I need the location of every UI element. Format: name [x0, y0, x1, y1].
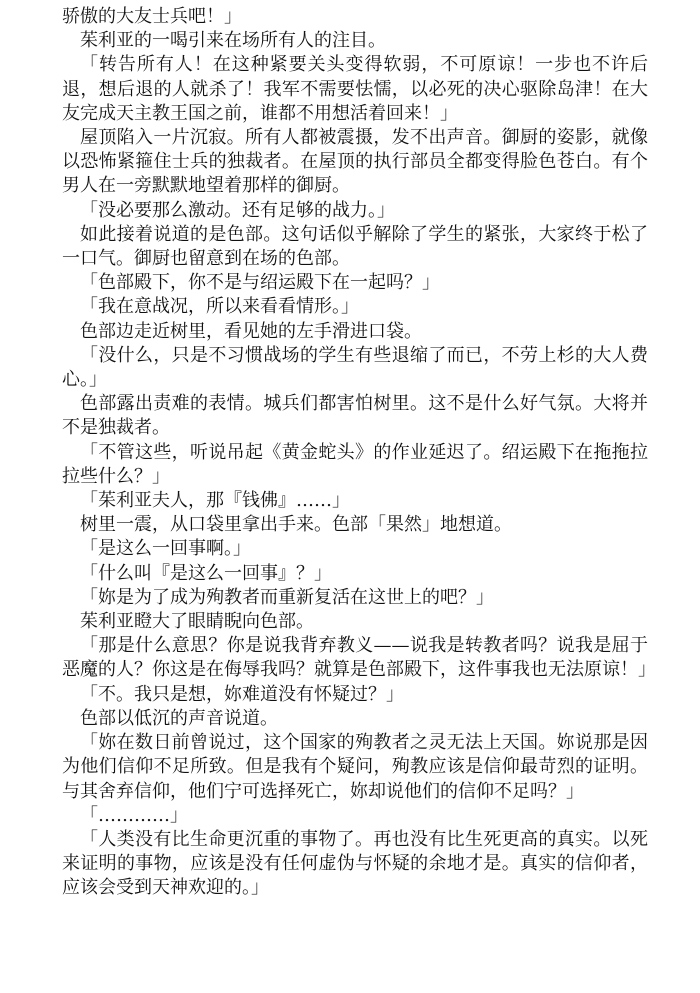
- paragraph: 「人类没有比生命更沉重的事物了。再也没有比生死更高的真实。以死来证明的事物，应该是没有任何虚伪与怀疑的余地才是。真实的信仰者，应该会受到天神欢迎的。」: [62, 828, 648, 899]
- paragraph: 「没必要那么激动。还有足够的战力。」: [80, 199, 395, 221]
- paragraph: 「茱利亚夫人，那『钱佛』……」: [80, 490, 350, 512]
- paragraph: 「妳是为了成为殉教者而重新复活在这世上的吧？」: [80, 586, 494, 608]
- paragraph: 「是这么一回事啊。」: [80, 538, 251, 560]
- paragraph: 色部露出责难的表情。城兵们都害怕树里。这不是什么好气氛。大将并不是独裁者。: [62, 393, 648, 439]
- paragraph: 如此接着说道的是色部。这句话似乎解除了学生的紧张，大家终于松了一口气。御厨也留意到在场的色部。: [62, 223, 648, 270]
- paragraph: 色部边走近树里，看见她的左手滑进口袋。: [80, 320, 422, 342]
- paragraph: 「转告所有人！在这种紧要关头变得软弱，不可原谅！一步也不许后退，想后退的人就杀了！我军不需要怯懦，以必死的决心驱除岛津！在大友完成天主教王国之前，谁都不用想活着回来！」: [62, 54, 648, 124]
- paragraph: 「色部殿下，你不是与绍运殿下在一起吗？」: [80, 272, 440, 294]
- paragraph: 「不。我只是想，妳难道没有怀疑过？」: [80, 683, 404, 705]
- paragraph: 「不管这些，听说吊起《黄金蛇头》的作业延迟了。绍运殿下在拖拖拉拉些什么？」: [62, 441, 648, 487]
- paragraph: 色部以低沉的声音说道。: [80, 707, 278, 729]
- paragraph: 「那是什么意思？你是说我背弃教义——说我是转教者吗？说我是屈于恶魔的人？你这是在侮辱我吗？就算是色部殿下，这件事我也无法原谅！」: [62, 635, 656, 681]
- paragraph: 「什么叫『是这么一回事』？」: [80, 562, 332, 584]
- paragraph: 「我在意战况，所以来看看情形。」: [80, 296, 359, 318]
- paragraph: 茱利亚的一喝引来在场所有人的注目。: [80, 30, 386, 52]
- paragraph: 「没什么，只是不习惯战场的学生有些退缩了而已，不劳上杉的大人费心。」: [62, 344, 648, 391]
- paragraph: 茱利亚瞪大了眼睛睨向色部。: [80, 611, 314, 633]
- paragraph: 骄傲的大友士兵吧！」: [62, 6, 242, 27]
- paragraph: 树里一震，从口袋里拿出手来。色部「果然」地想道。: [80, 514, 512, 536]
- paragraph: 「妳在数日前曾说过，这个国家的殉教者之灵无法上天国。妳说那是因为他们信仰不足所致。但是我有个疑问，殉教应该是信仰最苛烈的证明。与其舍弃信仰，他们宁可选择死亡，妳却说他们的信仰不足吗？」: [62, 732, 648, 802]
- paragraph: 「…………」: [80, 804, 188, 826]
- paragraph: 屋顶陷入一片沉寂。所有人都被震摄，发不出声音。御厨的姿影，就像以恐怖紧箍住士兵的独裁者。在屋顶的执行部员全都变得脸色苍白。有个男人在一旁默默地望着那样的御厨。: [62, 127, 648, 197]
